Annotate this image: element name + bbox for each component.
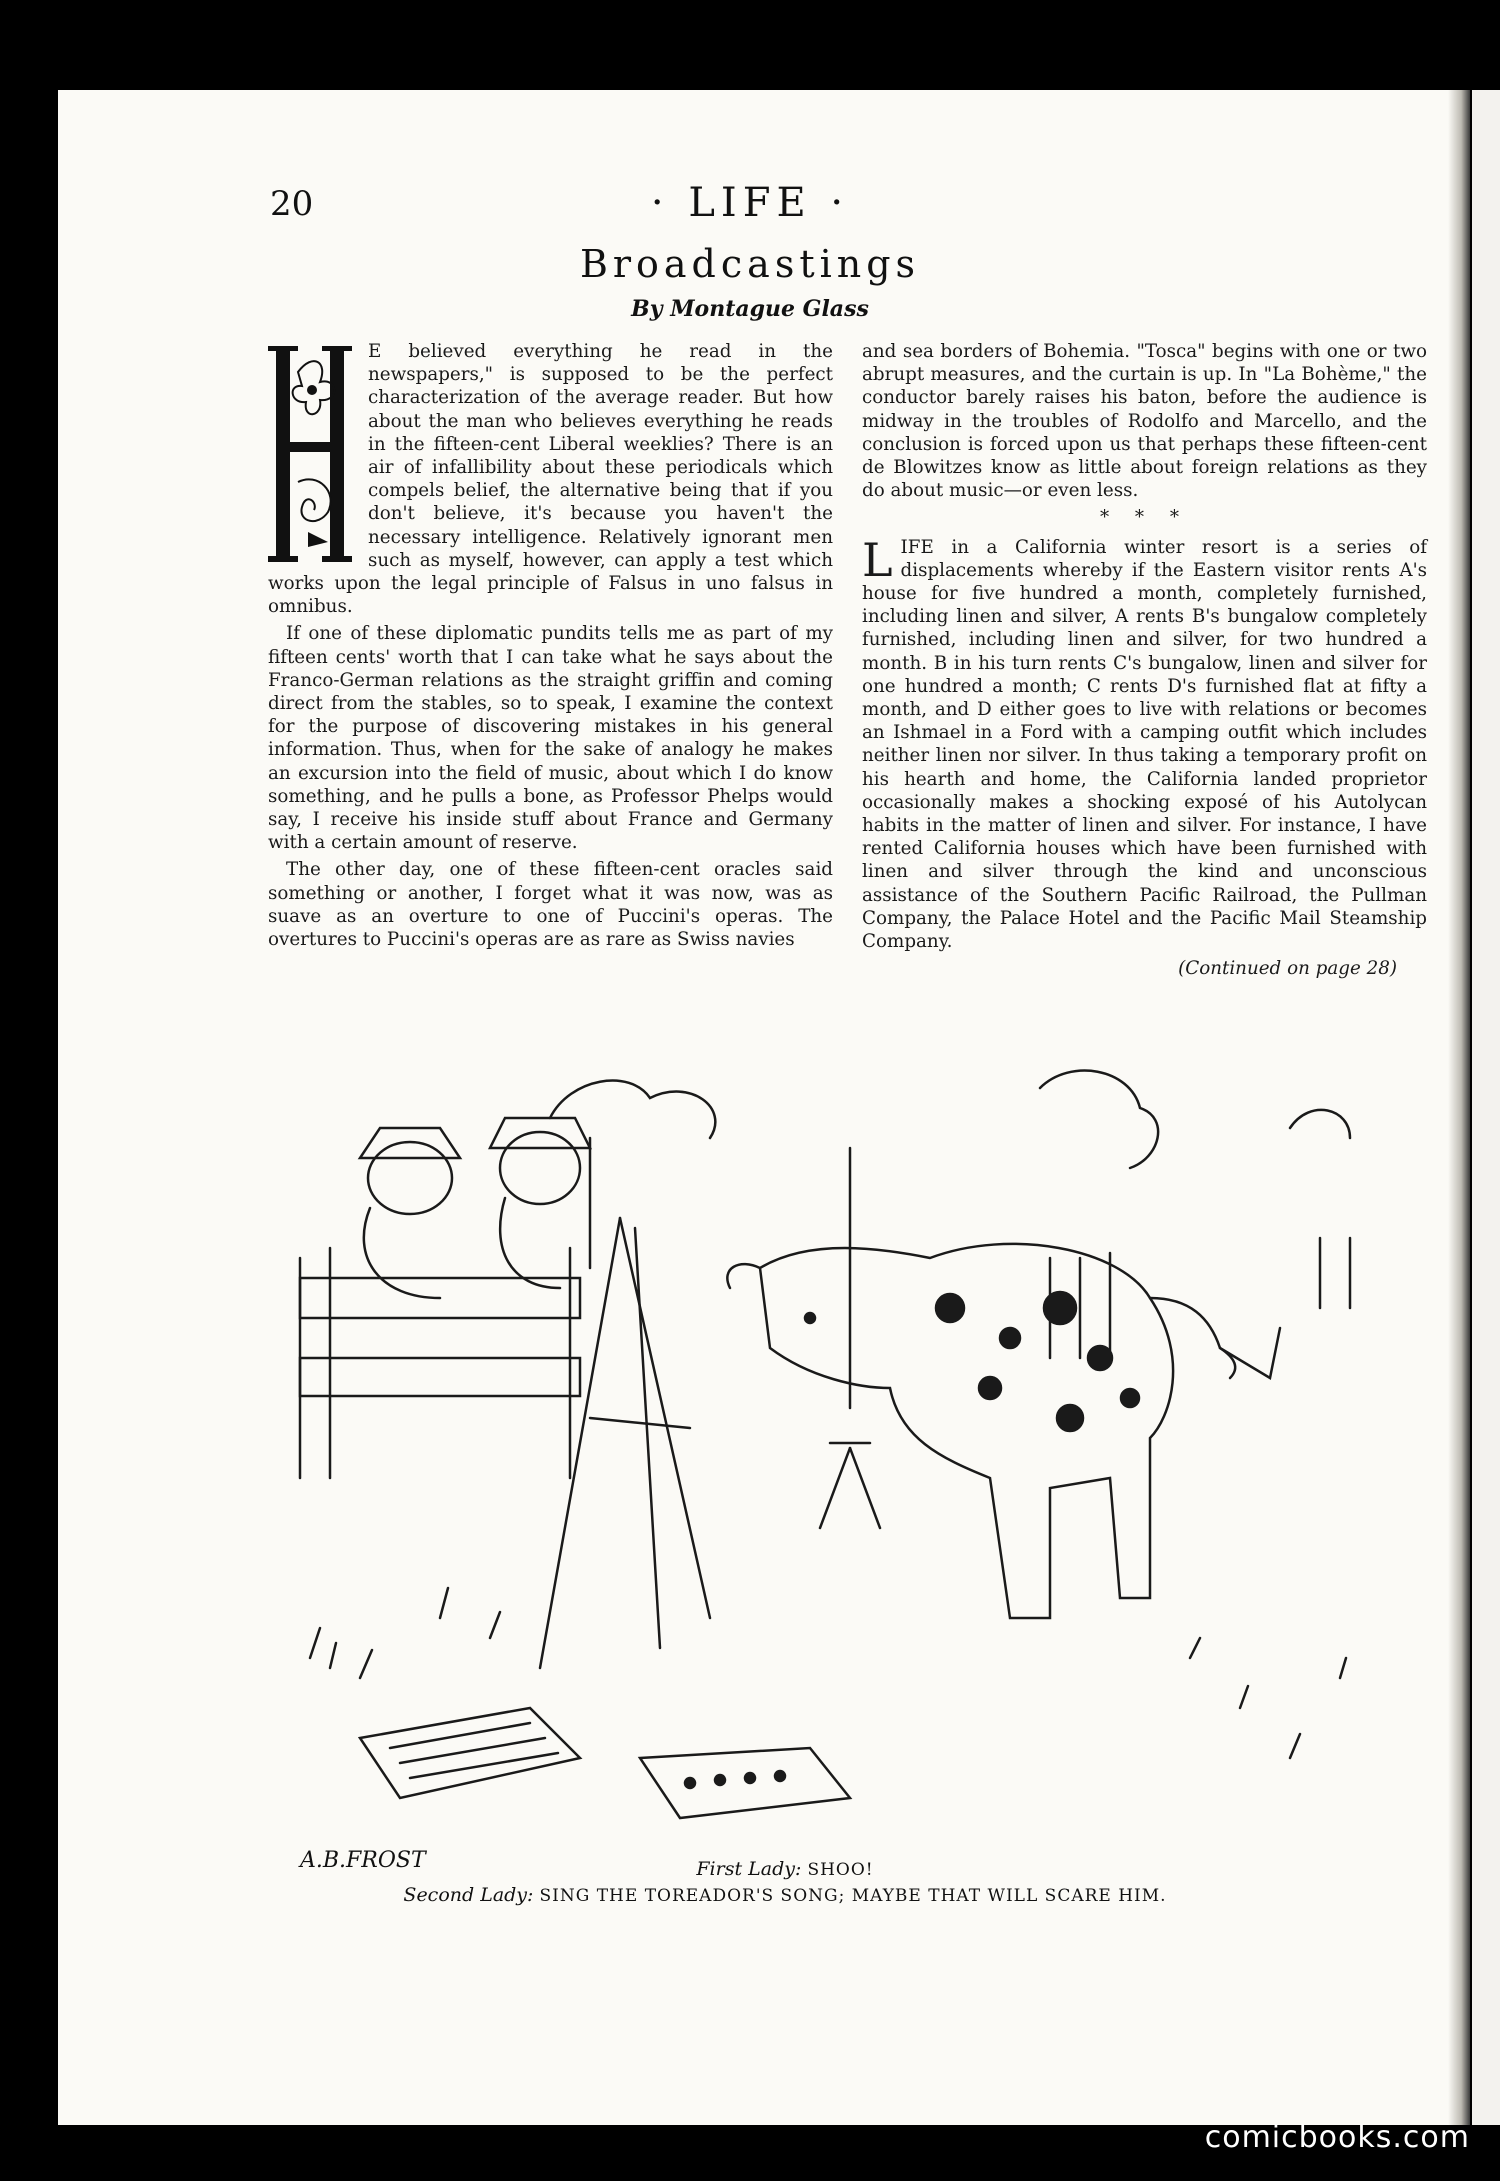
caption-speaker-2: Second Lady: bbox=[403, 1884, 534, 1906]
paragraph: The other day, one of these fifteen-cent oracles said something or another, I forget what it was now, was as suave as an overture to one of Puccini's operas. The overtures to Puccini's operas are as rare as Swiss navies bbox=[268, 859, 833, 951]
page-gutter bbox=[1448, 90, 1470, 2125]
site-watermark: comicbooks.com bbox=[1204, 2120, 1470, 2155]
masthead: · LIFE · bbox=[650, 180, 850, 226]
caption-line-2 bbox=[0, 1884, 1500, 1906]
dropcap-l: L bbox=[862, 532, 893, 587]
paragraph: LIFE in a California winter resort is a series of displacements whereby if the Eastern visitor rents A's house for five hundred a month, completely furnished, including linen and silver, A rents B's bungalow completely furnished, including linen and silver, for two hundred a month. B in his turn rents C's bungalow, linen and silver for one hundred a month; C rents D's furnished flat at fifty a month, and D either goes to live with relations or becomes an Ishmael in a Ford with a camping outfit which includes neither linen nor silver. In thus taking a temporary profit on his hearth and home, the California landed proprietor occasionally makes a shocking exposé of his Autolycan habits in the matter of linen and silver. For instance, I have rented California houses which have been furnished with linen and silver through the kind and unconscious assistance of the Southern Pacific Railroad, the Pullman Company, the Palace Hotel and the Pacific Mail Steamship Company. bbox=[862, 532, 1427, 953]
illuminated-dropcap-h bbox=[268, 342, 358, 572]
paragraph: E believed everything he read in the newspapers," is supposed to be the perfect characterization of the average reader. But how about the man who believes everything he reads in the fifteen-cent Liberal weeklies? There is an air of infallibility about these periodicals which compels belief, the alternative being that if you don't believe, it's because you haven't the necessary intelligence. Relatively ignorant men such as myself, however, can apply a test which works upon the legal principle of Falsus in uno falsus in omnibus. bbox=[268, 341, 833, 618]
paragraph: and sea borders of Bohemia. "Tosca" begins with one or two abrupt measures, and the curtain is up. In "La Bohème," the conductor barely raises his baton, before the audience is midway in the troubles of Rodolfo and Marcello, and the conclusion is forced upon us that perhaps these fifteen-cent de Blowitzes know as little about foreign relations as they do about music—or even less. bbox=[862, 341, 1427, 502]
column-right bbox=[862, 340, 1427, 984]
article-title: Broadcastings bbox=[579, 242, 921, 286]
cartoon-illustration bbox=[290, 1058, 1420, 1858]
article-byline: By Montague Glass bbox=[631, 296, 869, 322]
paragraph: If one of these diplomatic pundits tells me as part of my fifteen cents' worth that I can take what he says about the Franco-German relations as the straight griffin and coming direct from the stables, so to speak, I examine the context for the purpose of discovering mistakes in his general information. Thus, when for the sake of analogy he makes an excursion into the field of music, about which I do know something, and he pulls a bone, as Professor Phelps would say, I receive his inside stuff about France and Germany with a certain amount of reserve. bbox=[268, 623, 833, 854]
caption-text-1: SHOO! bbox=[807, 1860, 874, 1880]
caption-speaker-1: First Lady: bbox=[696, 1858, 802, 1880]
page-number: 20 bbox=[270, 184, 314, 224]
column-left bbox=[268, 340, 833, 955]
section-break: * * * bbox=[1099, 507, 1190, 529]
caption-text-2: SING THE TOREADOR'S SONG; MAYBE THAT WILL SCARE HIM. bbox=[539, 1886, 1167, 1906]
continued-note: (Continued on page 28) bbox=[1178, 958, 1397, 980]
artist-signature: A.B.FROST bbox=[300, 1848, 426, 1873]
facing-page-edge bbox=[1472, 90, 1500, 2125]
caption-line-1 bbox=[0, 1858, 1500, 1880]
